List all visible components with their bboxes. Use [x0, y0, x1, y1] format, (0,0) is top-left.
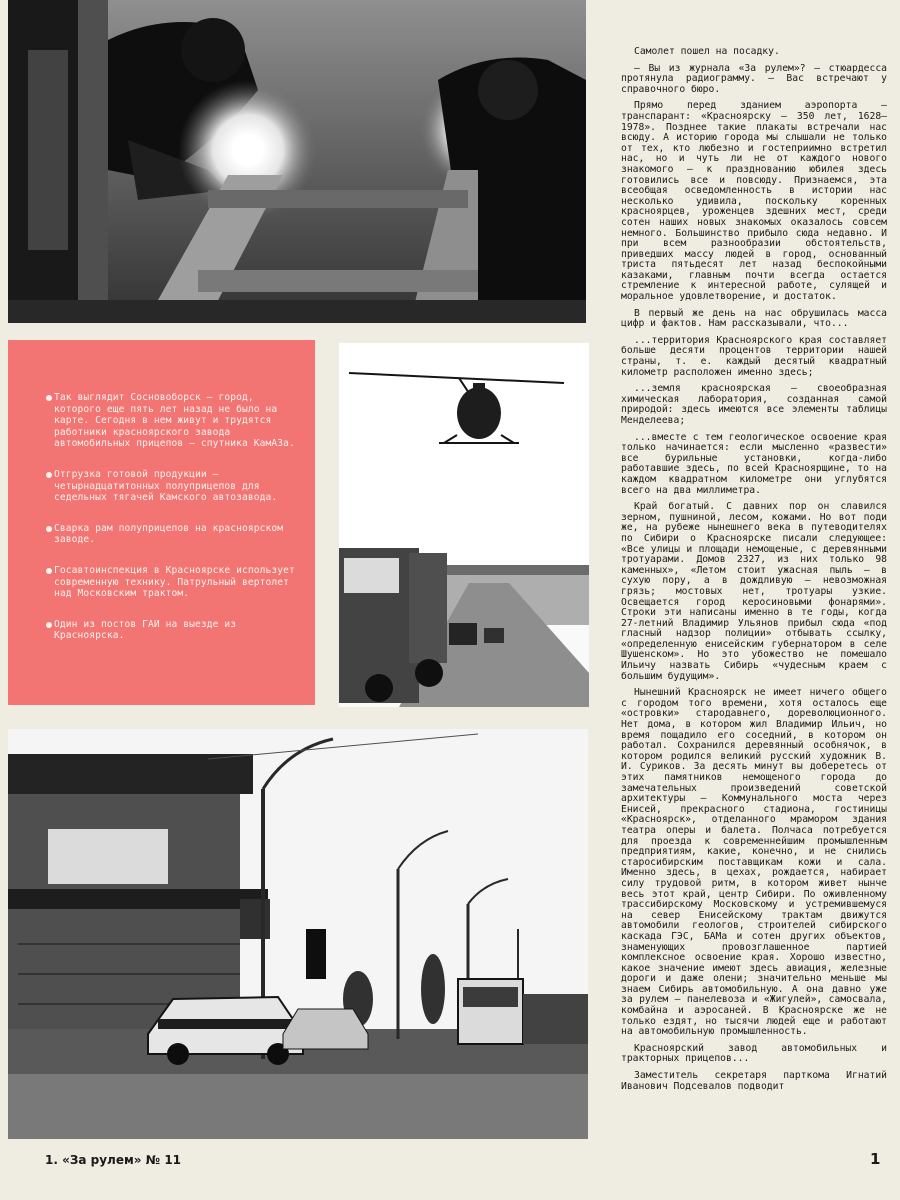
caption-sosnovoborsk: Так выглядит Сосновоборск — город, которого еще пять лет назад не было на карте. Сегодня в нем живут и трудятся работники красноярского завода автомобильных прицепов — спутника КамАЗа. — [54, 392, 295, 450]
article-paragraph: Прямо перед зданием аэропорта — транспарант: «Красноярску — 350 лет, 1628—1978». Позднее такие плакаты встречали нас всюду. А историю города мы слышали не только от тех, кто любезно и гостеприимно встретил нас, но и чуть ли не от каждого нового знакомого — к празднованию юбилея здесь готовились все и повсюду. Признаемся, эта всеобщая осведомленность в истории нас несколько удивила, поскольку коренных красноярцев, уроженцев здешних мест, среди сотен наших новых знакомых оказалось совсем немного. Большинство прибыло сюда недавно. И при всем разнообразии обстоятельств, приведших массу людей в город, основанный триста пятьдесят лет назад беспокойными казаками, главным почти всегда остается стремление к интересной работе, сулящей и моральное удовлетворение, и достаток. — [621, 100, 887, 303]
gai-post-photo — [8, 729, 588, 1139]
article-paragraph: Нынешний Красноярск не имеет ничего общего с городом того времени, хотя осталось еще «островки» стародавнего, дореволюционного. Нет дома, в котором жил Владимир Ильич, но время пощадило его соседний, в котором он работал. Сохранился деревянный особнячок, в котором родился великий русский художник В. И. Суриков. За десять минут вы доберетесь от этих памятников немощеного города до замечательных произведений советской архитектуры — Коммунального моста через Енисей, прекрасного стадиона, гостиницы «Красноярск», отделанного мрамором здания театра оперы и балета. Полчаса потребуется для проезда к современнейшим промышленным предприятиям, какие, конечно, и не снились старосибирским поставщикам кожи и сала. Именно здесь, в цехах, рождается, набирает силу трудовой ритм, в котором живет нынче весь этот край, центр Сибири. По оживленному трассибирскому Московскому и устремившемуся на север Енисейскому трактам движутся автомобили геологов, строителей сибирского каскада ГЭС, БАМа и сотен других объектов, знаменующих провозглашенное партией комплексное освоение края. Хорошо известно, какое значение имеют здесь авиация, железные дороги и даже олени; значительно меньше мы знаем Сибирь автомобильную. А она давно уже за рулем — панелевоза и «Жигулей», самосвала, комбайна и аэросаней. В Красноярске же не только ездят, но тысячи людей еще и работают на автомобильную промышленность. — [621, 687, 887, 1038]
footer-issue-label: 1. «За рулем» № 11 — [45, 1153, 182, 1167]
bullet-icon — [46, 568, 52, 574]
bullet-icon — [46, 472, 52, 478]
bullet-icon — [46, 526, 52, 532]
article-paragraph: Заместитель секретаря парткома Игнатий Иванович Подсевалов подводит — [621, 1070, 887, 1092]
caption-shipment: Отгрузка готовой продукции — четырнадцатитонных полуприцепов для седельных тягачей Камского автозавода. — [54, 469, 295, 504]
article-paragraph: Край богатый. С давних пор он славился зерном, пушниной, лесом, кожами. Но вот поди же, на рубеже нынешнего века в путеводителях по Сибири о Красноярске писали следующее: «Все улицы и площади немощеные, с деревянными тротуарами. Домов 2327, из них только 98 каменных», «Летом стоит ужасная пыль — в сухую пору, а в дождливую — невозможная грязь; мостовых нет, тротуары узкие. Освещается город керосиновыми фонарями». Строки эти написаны именно в те годы, когда 27-летний Владимир Ульянов прибыл сюда «под гласный надзор полиции» отбывать ссылку, «определенную енисейским губернатором в селе Шушенском». Но это убожество не помешало Ильичу назвать Сибирь «чудесным краем с большим будущим». — [621, 501, 887, 682]
article-paragraph: ...вместе с тем геологическое освоение края только начинается: если мысленно «развести» все бурильные установки, когда-либо работавшие здесь, по всей Красноярщине, то на каждом квадратном километре они углубятся всего на два миллиметра. — [621, 431, 887, 496]
article-text — [621, 47, 887, 1145]
article-paragraph: Самолет пошел на посадку. — [634, 47, 780, 57]
bullet-icon — [46, 395, 52, 401]
welding-photo — [8, 0, 586, 323]
article-paragraph: ...земля красноярская — своеобразная химическая лаборатория, созданная самой природой: здесь имеются все элементы таблицы Менделеева; — [621, 383, 887, 426]
caption-box — [8, 340, 315, 705]
article-paragraph: В первый же день на нас обрушилась масса цифр и фактов. Нам рассказывали, что... — [621, 307, 887, 330]
article-paragraph: ...территория Красноярского края составляет больше десяти процентов территории нашей страны, т. е. каждый десятый квадратный километр расположен именно здесь; — [621, 334, 887, 378]
helicopter-photo — [339, 343, 589, 707]
article-paragraph: Красноярский завод автомобильных и тракторных прицепов... — [621, 1042, 887, 1065]
caption-helicopter: Госавтоинспекция в Красноярске использует современную технику. Патрульный вертолет над Московским трактом. — [54, 565, 295, 600]
article-paragraph: — Вы из журнала «За рулем»? — стюардесса протянула радиограмму. — Вас встречают у справочного бюро. — [621, 62, 887, 95]
bullet-icon — [46, 622, 52, 628]
caption-welding: Сварка рам полуприцепов на красноярском заводе. — [54, 523, 295, 546]
page-number: 1 — [870, 1150, 881, 1168]
caption-gai-post: Один из постов ГАИ на выезде из Красноярска. — [54, 619, 295, 642]
